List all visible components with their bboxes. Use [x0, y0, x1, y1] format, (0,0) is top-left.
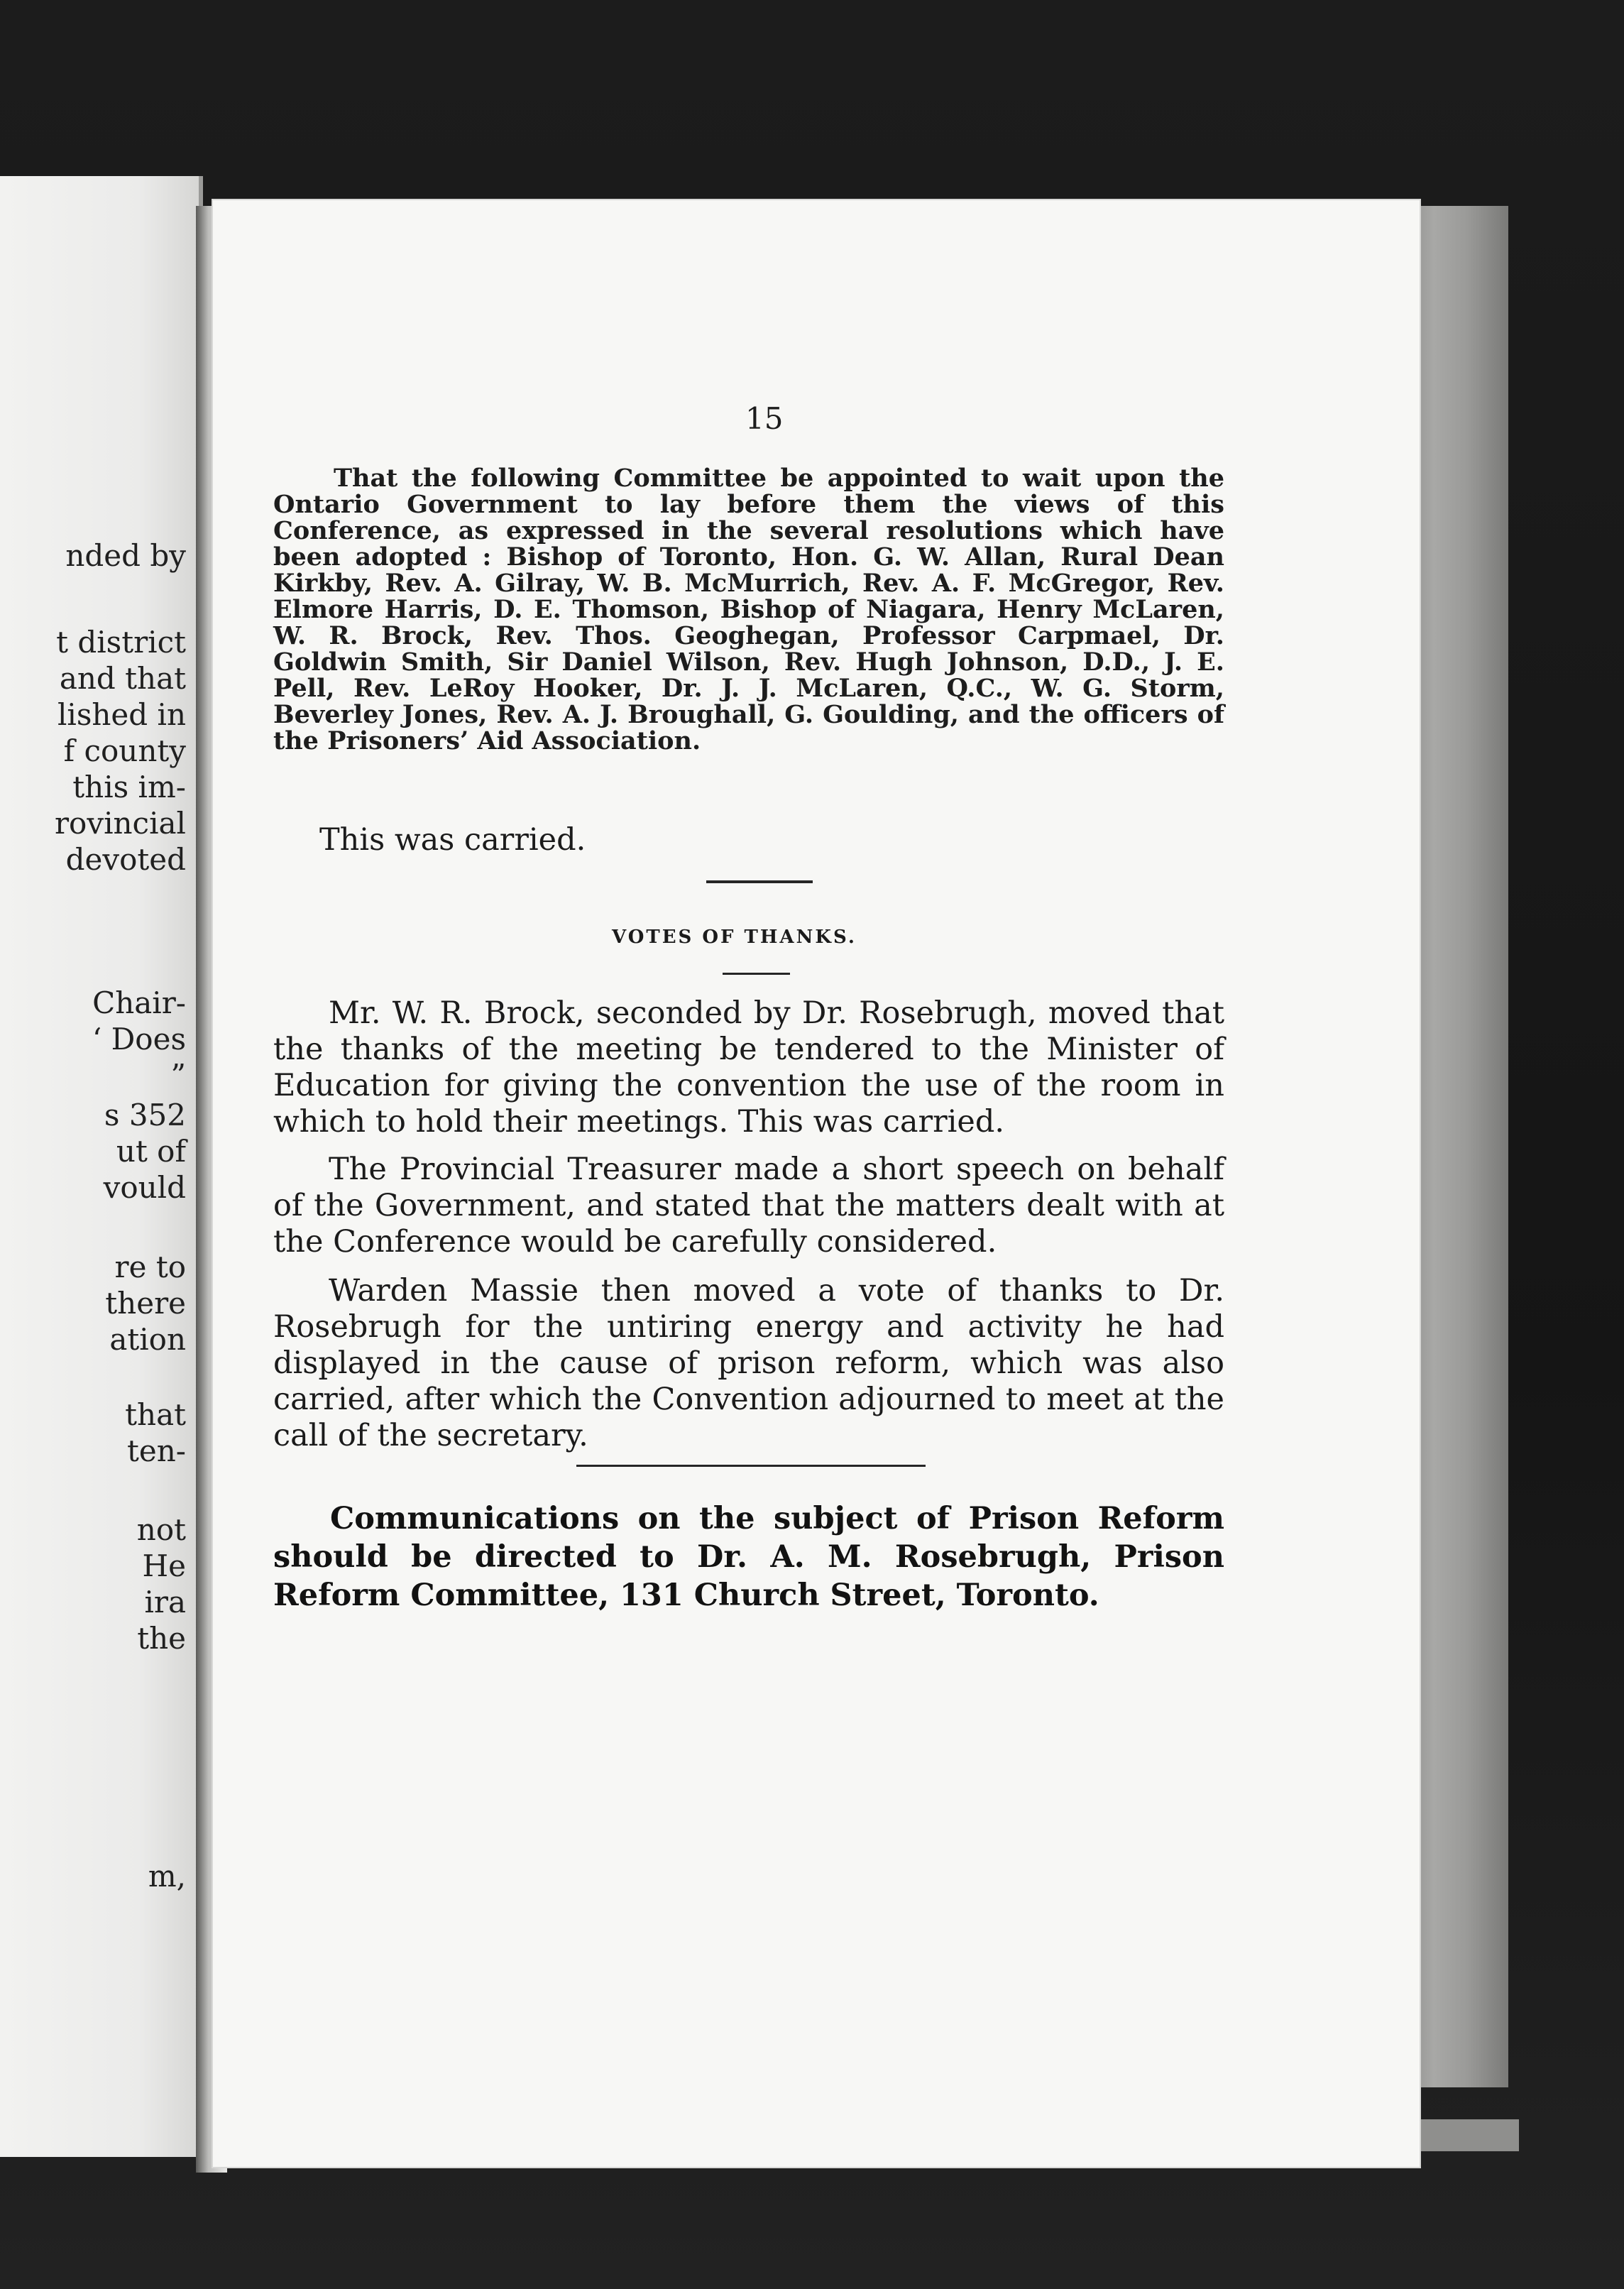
- left-page-fragment: t district: [56, 625, 186, 660]
- left-page-fragment: ut of: [116, 1134, 186, 1169]
- left-page-fragment: s 352: [104, 1098, 186, 1132]
- left-page-fragment: lished in: [57, 697, 186, 732]
- left-page-fragment: devoted: [65, 842, 186, 877]
- section-divider: [706, 880, 813, 883]
- left-page-fragment: this im-: [72, 770, 186, 804]
- left-page-fragment: ira: [144, 1585, 186, 1619]
- left-page-fragment: m,: [148, 1859, 186, 1894]
- page-number: 15: [745, 401, 784, 436]
- left-page-fragment: re to: [114, 1250, 186, 1284]
- left-page-fragment: ‘ Does: [92, 1022, 186, 1056]
- left-page-fragment: not: [136, 1512, 186, 1547]
- paragraph-treasurer-speech: The Provincial Treasurer made a short speech on behalf of the Government, and stated that the matters dealt with at the Conference would be carefully considered.: [273, 1152, 1224, 1260]
- left-page-fragment: He: [142, 1548, 186, 1583]
- section-heading: VOTES OF THANKS.: [612, 927, 857, 948]
- left-page-fragment: nded by: [65, 538, 186, 573]
- carried-statement: This was carried.: [319, 822, 586, 858]
- paragraph-brock-motion: Mr. W. R. Brock, seconded by Dr. Rosebrugh, moved that the thanks of the meeting be tendered to the Minister of Education for giving the convention the use of the room in which to hold their meetings. This was carried.: [273, 995, 1224, 1140]
- left-page-fragment: ation: [109, 1322, 186, 1357]
- left-page-fragment: ten-: [127, 1433, 186, 1468]
- left-page-fragment: ”: [170, 1058, 186, 1093]
- left-page-fragment: Chair-: [92, 985, 186, 1020]
- left-page-fragment: the: [137, 1621, 186, 1656]
- left-page-fragment: that: [125, 1397, 186, 1432]
- paragraph-massie-thanks: Warden Massie then moved a vote of thanks to Dr. Rosebrugh for the untiring energy and activity he had displayed in the cause of prison reform, which was also carried, after which the Convention adjourned to meet at the call of the secretary.: [273, 1273, 1224, 1453]
- left-facing-page: [0, 176, 203, 2157]
- committee-resolution: That the following Committee be appointed to wait upon the Ontario Government to lay before them the views of this Conference, as expressed in the several resolutions which have been adopted : Bishop of Toronto, Hon. G. W. Allan, Rural Dean Kirkby, Rev. A. Gilray, W. B. McMurrich, Rev. A. F. McGregor, Rev. Elmore Harris, D. E. Thomson, Bishop of Niagara, Henry McLaren, W. R. Brock, Rev. Thos. Geoghegan, Professor Carpmael, Dr. Goldwin Smith, Sir Daniel Wilson, Rev. Hugh Johnson, D.D., J. E. Pell, Rev. LeRoy Hooker, Dr. J. J. McLaren, Q.C., W. G. Storm, Beverley Jones, Rev. A. J. Broughall, G. Goulding, and the officers of the Prisoners’ Aid Association.: [273, 464, 1224, 755]
- left-page-fragment: and that: [59, 661, 186, 696]
- left-page-fragment: vould: [103, 1170, 186, 1205]
- notice-divider: [576, 1465, 926, 1467]
- heading-underline: [723, 973, 790, 975]
- left-page-fragment: f county: [63, 733, 186, 768]
- communications-notice: Communications on the subject of Prison Reform should be directed to Dr. A. M. Rosebrugh, Prison Reform Committee, 131 Church Street, Toronto.: [273, 1501, 1224, 1613]
- left-page-fragment: rovincial: [54, 806, 186, 841]
- left-page-fragment: there: [105, 1286, 186, 1321]
